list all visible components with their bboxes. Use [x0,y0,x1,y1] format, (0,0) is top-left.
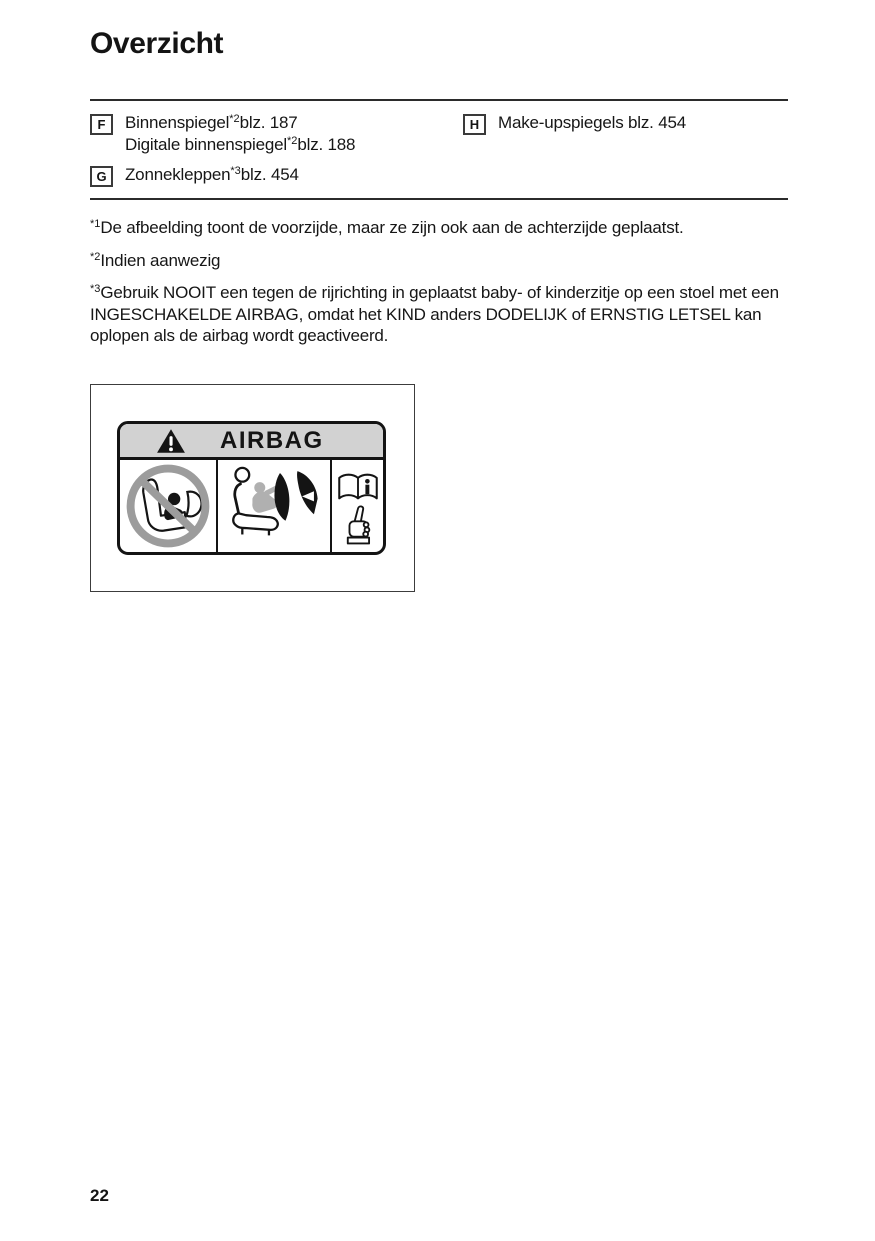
footnote-2 [90,250,795,272]
legend-line [125,134,355,156]
legend-key-badge-g: G [90,166,113,187]
airbag-label-body [120,460,383,552]
legend-key-badge-f: F [90,114,113,135]
consult-manual-panel [332,460,383,552]
legend-entry-text [498,112,686,134]
footnotes [90,217,795,358]
airbag-deployment-icon [221,461,327,551]
legend-item-f [90,112,463,155]
legend-table [90,99,788,200]
airbag-warning-figure [90,384,415,592]
footnote-marker: *2 [229,113,240,125]
legend-key-badge-h: H [463,114,486,135]
airbag-warning-label [117,421,386,555]
airbag-label-header [120,424,383,460]
footnote-marker: *2 [286,134,298,147]
entry-label: Zonnekleppen [125,165,231,184]
footnote-marker: *1 [90,218,101,230]
legend-entry-text [125,164,299,186]
legend-line [125,112,355,134]
footnote-marker: *3 [90,283,101,295]
footnote-marker: *3 [230,165,241,177]
warning-triangle-icon [156,428,186,454]
footnote-3 [90,282,795,347]
entry-label: Binnenspiegel [125,113,230,132]
legend-entry-text [125,112,355,155]
read-manual-icon [335,463,381,549]
page-number: 22 [90,1186,109,1205]
entry-page-ref: blz. 187 [239,113,298,132]
footnote-text: Indien aanwezig [100,250,221,270]
entry-page-ref: blz. 454 [240,165,299,184]
footnote-1 [90,217,795,239]
footnote-text: De afbeelding toont de voorzijde, maar ze zijn ook aan de achterzijde geplaatst. [100,218,684,237]
entry-label: Make-upspiegels blz. 454 [498,113,686,132]
no-rear-facing-child-seat-icon [124,462,212,550]
page-title: Overzicht [90,27,224,60]
footnote-marker: *2 [90,250,101,263]
entry-page-ref: blz. 188 [297,134,356,154]
legend-column-left [90,112,463,187]
no-rear-facing-child-seat-panel [120,460,218,552]
legend-item-h [463,112,788,135]
entry-label: Digitale binnenspiegel [125,134,287,154]
legend-column-right [463,112,788,187]
airbag-deployment-panel [218,460,332,552]
airbag-label-title: AIRBAG [220,426,324,454]
legend-line [125,164,299,186]
legend-item-g [90,164,463,187]
footnote-text: Gebruik NOOIT een tegen de rijrichting in geplaatst baby- of kinderzitje op een stoel met een INGESCHAKELDE AIRBAG, omdat het KIND anders DODELIJK of ERNSTIG LETSEL kan oplopen als de airbag wordt geactiveerd. [90,283,779,345]
legend-line [498,112,686,134]
